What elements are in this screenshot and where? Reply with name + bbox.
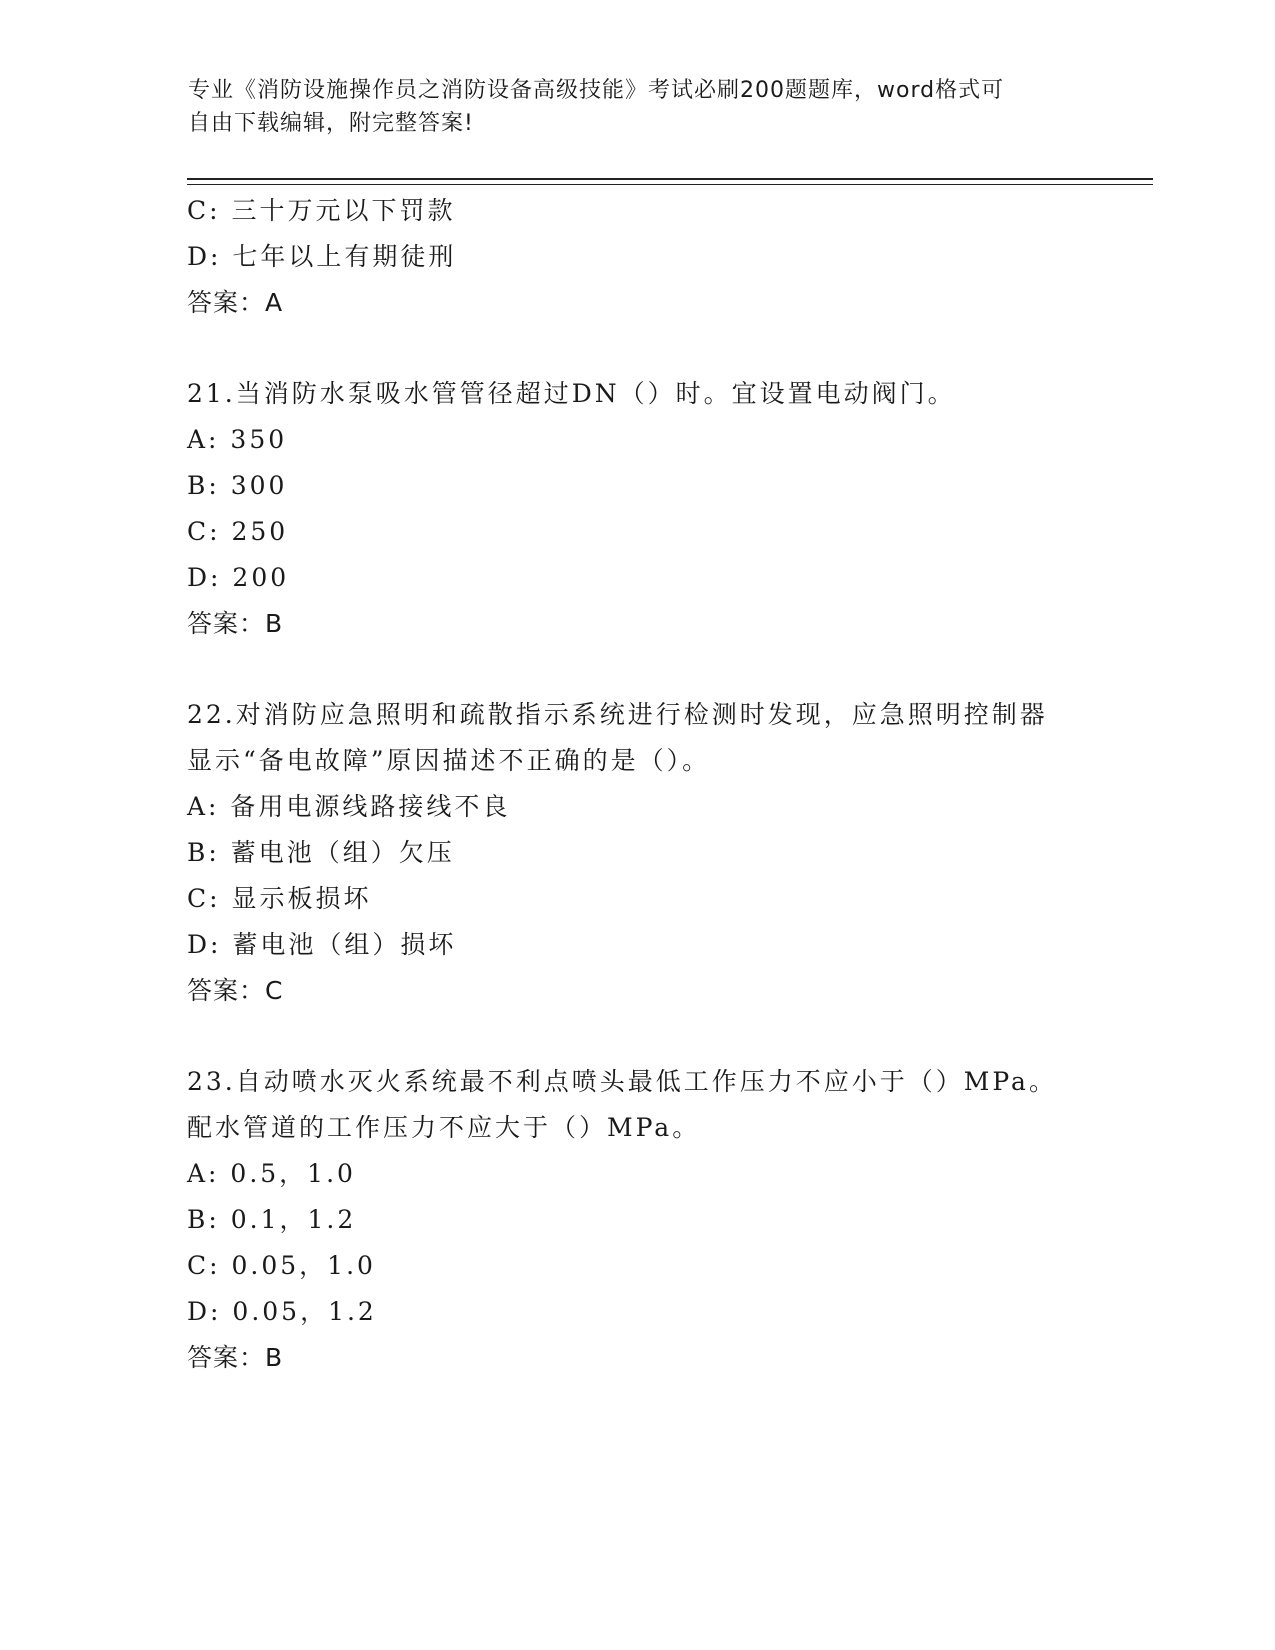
- answer-line: 答案：C: [187, 976, 284, 1005]
- spacer: [187, 326, 1107, 371]
- answer-line: 答案：B: [187, 609, 284, 638]
- question-text-line-2: 配水管道的工作压力不应大于（）MPa。: [187, 1113, 701, 1142]
- option-a: A: 0.5，1.0: [187, 1159, 356, 1188]
- question-text-line-1: 23.自动喷水灭火系统最不利点喷头最低工作压力不应小于（）MPa。: [187, 1067, 1057, 1096]
- option-d: D: 0.05，1.2: [187, 1297, 377, 1326]
- question-list: [187, 188, 1107, 1381]
- question-22: [187, 692, 1107, 1014]
- option-a: A: 备用电源线路接线不良: [187, 792, 511, 821]
- question-text-line-1: 22.对消防应急照明和疏散指示系统进行检测时发现，应急照明控制器: [187, 700, 1048, 729]
- question-23: [187, 1059, 1107, 1381]
- header-line-2: 自由下载编辑，附完整答案!: [188, 111, 474, 136]
- option-b: B: 300: [187, 471, 288, 500]
- option-c: C: 显示板损坏: [187, 884, 372, 913]
- spacer: [187, 1014, 1107, 1059]
- previous-question-tail: [187, 188, 1107, 326]
- option-c: C: 0.05，1.0: [187, 1251, 376, 1280]
- header-line-1: 专业《消防设施操作员之消防设备高级技能》考试必刷200题题库，word格式可: [188, 78, 1005, 103]
- spacer: [187, 647, 1107, 692]
- option-d: D: 200: [187, 563, 290, 592]
- option-b: B: 0.1，1.2: [187, 1205, 357, 1234]
- option-b: B: 蓄电池（组）欠压: [187, 838, 455, 867]
- answer-line: 答案：A: [187, 288, 284, 317]
- document-header: [188, 74, 1088, 140]
- header-divider-thick: [187, 178, 1153, 180]
- option-c: C: 三十万元以下罚款: [187, 196, 456, 225]
- question-text-line-2: 显示“备电故障”原因描述不正确的是（）。: [187, 746, 711, 775]
- answer-line: 答案：B: [187, 1343, 284, 1372]
- question-text: 21.当消防水泵吸水管管径超过DN（）时。宜设置电动阀门。: [187, 379, 956, 408]
- option-c: C: 250: [187, 517, 289, 546]
- header-divider-thin: [187, 184, 1153, 185]
- question-21: [187, 371, 1107, 647]
- option-a: A: 350: [187, 425, 288, 454]
- option-d: D: 蓄电池（组）损坏: [187, 930, 457, 959]
- option-d: D: 七年以上有期徒刑: [187, 242, 457, 271]
